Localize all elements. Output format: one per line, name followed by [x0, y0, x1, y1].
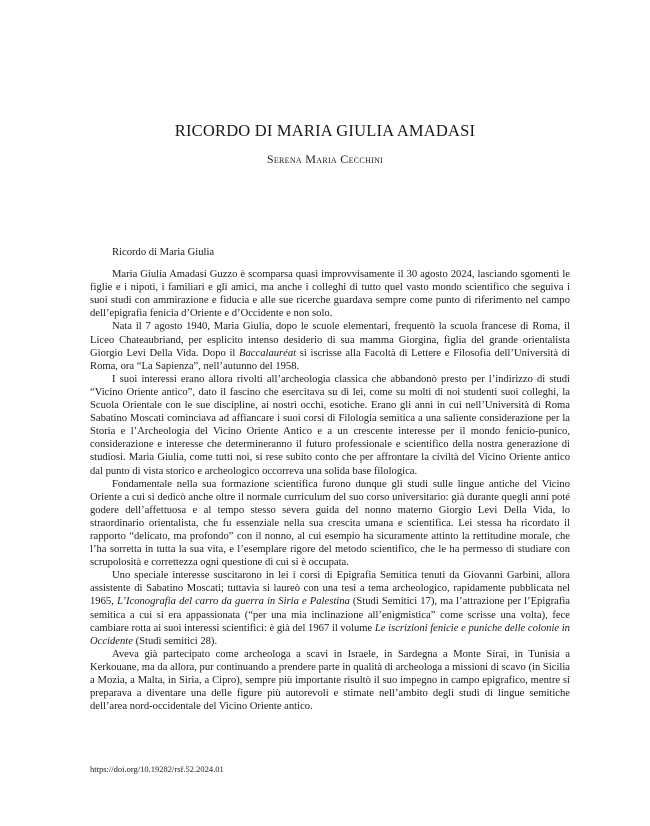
greeting-line: Ricordo di Maria Giulia	[112, 247, 215, 258]
text-run: Maria Giulia Amadasi Guzzo è scomparsa quasi improvvisamente il 30 agosto 2024, lasciando sgomenti le figlie e i nipoti, i familiari e gli amici, ma anche i colleghi di tutto quel vasto mondo scientifico che seguiva i suoi studi con ammirazione e fiducia e alle sue ricerche guardava sempre come punto di riferimento nel campo dell’epigrafia fenicia d’Oriente e d’Occidente e non solo.	[90, 269, 570, 320]
text-run: Uno speciale interesse suscitarono in lei i corsi di Epigrafia Semitica tenuti da Giovanni Garbini, allora assistente di Sabatino Moscati; tuttavia si laureò con una tesi a tema archeologico, rapidamente pubblicata nel 1965,	[90, 570, 570, 608]
author-name: Serena Maria Cecchini	[266, 152, 384, 166]
text-run: (Studi semitici 28).	[132, 635, 218, 647]
article-body	[90, 246, 570, 713]
body-paragraph	[90, 268, 570, 320]
text-run: I suoi interessi erano allora rivolti all’archeologia classica che abbandonò presto per l’indirizzo di studi “Vicino Oriente antico”, dato il fascino che esercitava su di lei, come su molti di noi studenti suoi colleghi, la Scuola Orientale con le sue discipline, ai nostri occhi, esotiche. Erano gli anni in cui nell’Università di Roma Sabatino Moscati cominciava ad affiancare i suoi corsi di Filologia semitica a una saliente considerazione per la Storia e l’Archeologia del Vicino Oriente Antico e a un crescente interesse per il mondo fenicio-punico, considerazione e interesse che determineranno il futuro professionale e scientifico della nostra generazione di studiosi. Maria Giulia, come tutti noi, si rese subito conto che per affrontare la civiltà del Vicino Oriente antico dal punto di vista storico e archeologico occorreva una solida base filologica.	[90, 373, 570, 477]
text-run: si iscrisse alla Facoltà di Lettere e Filosofia dell’Università di Roma, ora “La Sapienza”, nell’autunno del 1958.	[90, 347, 570, 372]
italic-title: L’Iconografia del carro da guerra in Siria e Palestina	[116, 596, 350, 608]
article-title: RICORDO DI MARIA GIULIA AMADASI	[174, 121, 476, 140]
body-paragraph	[90, 373, 570, 478]
text-run: (Studi Semitici 17), ma l’attrazione per l’Epigrafia semitica a cui si era appassionata (“per una mia inclinazione all’enigmistica” come scrisse una volta), fece cambiare rotta ai suoi interessi scientifici: è già del 1967 il volume	[90, 596, 570, 634]
italic-title: Baccalauréat	[239, 347, 297, 359]
body-paragraph	[90, 648, 570, 713]
text-run: Fondamentale nella sua formazione scientifica furono dunque gli studi sulle lingue antiche del Vicino Oriente a cui si dedicò anche oltre il normale curriculum del suo corso universitario: già durante quegli anni poté godere dell’affettuosa e al tempo stesso severa guida del nonno materno Giorgio Levi Della Vida, lo straordinario orientalista, che fu essenziale nella sua crescita umana e scientifica. Lei stessa ha ricordato il rapporto “delicato, ma profondo” con il nonno, al cui esempio ha sicuramente attinto la rettitudine morale, che l’ha sorretta in tutta la sua vita, e l’esemplare rigore del metodo scientifico, che le ha permesso di studiare con scrupolosità e correttezza ogni questione di cui si è occupata.	[90, 478, 570, 569]
body-paragraph	[90, 320, 570, 372]
text-run: Aveva già partecipato come archeologa a scavi in Israele, in Sardegna a Monte Sirai, in Tunisia a Kerkouane, ma da allora, pur continuando a prendere parte in qualità di archeologa a missioni di scavo (in Sicilia a Mozia, a Malta, in Siria, a Cipro), sempre più importante risultò il suo impegno in campo epigrafico, mentre si preparava a diventare una delle figure più autorevoli e stimate nell’ambito degli studi di lingue semitiche dell’area nord-occidentale del Vicino Oriente antico.	[90, 648, 570, 713]
paragraph-container	[90, 268, 570, 713]
body-paragraph	[90, 478, 570, 570]
doi-link[interactable]: https://doi.org/10.19282/rsf.52.2024.01	[90, 764, 224, 774]
body-paragraph	[90, 569, 570, 648]
italic-title: Le iscrizioni fenicie e puniche delle colonie in Occidente	[90, 622, 570, 647]
text-run: Nata il 7 agosto 1940, Maria Giulia, dopo le scuole elementari, frequentò la scuola francese di Roma, il Liceo Chateaubriand, per esplicito intenso desiderio di sua mamma Giorgina, figlia del grande orientalista Giorgio Levi Della Vida. Dopo il	[90, 321, 570, 359]
